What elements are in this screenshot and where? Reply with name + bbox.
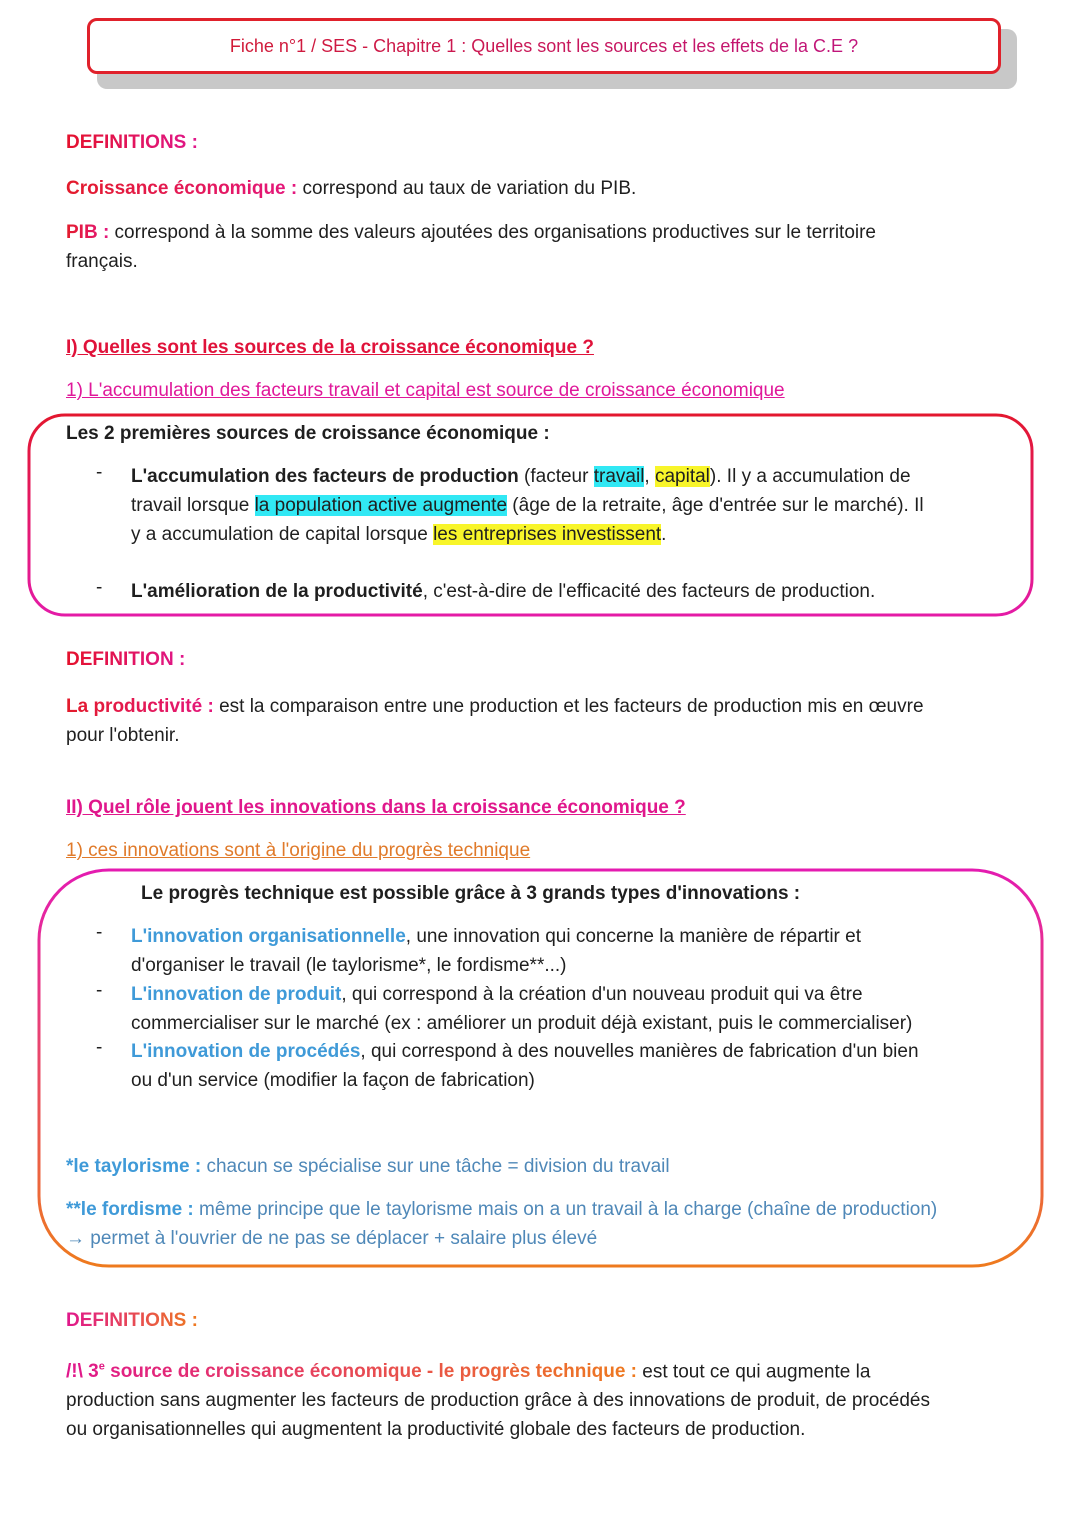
section2-subtitle: 1) ces innovations sont à l'origine du progrès technique (66, 840, 531, 861)
section2-box-header: Le progrès technique est possible grâce à 3 grands types d'innovations : (141, 883, 801, 904)
bullet-5: - (96, 1037, 103, 1058)
list-item-accumulation: L'accumulation des facteurs de production (facteur travail, capital). Il y a accumulation de travail lorsque la population active augmente (âge de la retraite, âge d'entrée sur le marché). Il y a accumulation de capital lorsque les entreprises investissent. (131, 466, 924, 545)
definition-croissance: Croissance économique : correspond au taux de variation du PIB. (66, 178, 637, 199)
note-fordisme: **le fordisme : même principe que le taylorisme mais on a un travail à la charge (chaîne de production) → permet à l'ouvrier de ne pas se déplacer + salaire plus élevé (66, 1199, 938, 1249)
bullet-2: - (96, 577, 103, 598)
highlight-population-active: la population active augmente (254, 495, 508, 516)
section1-title: I) Quelles sont les sources de la croissance économique ? (66, 337, 594, 358)
definition-progres-technique: /!\ 3e source de croissance économique - le progrès technique : est tout ce qui augmente la production sans augmenter les facteurs de production grâce à des innovations de produit, de procédés ou organisationnelles qui augmentent la productivité globale des facteurs de production. (66, 1361, 930, 1441)
bullet-4: - (96, 980, 103, 1001)
list-item-innovation-produit: L'innovation de produit, qui correspond à la création d'un nouveau produit qui va être commercialiser sur le marché (ex : améliorer un produit déjà existant, puis le commercialiser) (131, 984, 913, 1034)
section1-box-header: Les 2 premières sources de croissance économique : (66, 423, 550, 444)
highlight-travail: travail (593, 466, 645, 487)
section2-title: II) Quel rôle jouent les innovations dans la croissance économique ? (66, 797, 686, 818)
list-item-innovation-organisationnelle: L'innovation organisationnelle, une innovation qui concerne la manière de répartir et d'organiser le travail (le taylorisme*, le fordisme**...) (131, 926, 861, 976)
definitions-header-3: DEFINITIONS : (66, 1310, 198, 1331)
list-item-productivite: L'amélioration de la productivité, c'est-à-dire de l'efficacité des facteurs de production. (131, 581, 876, 602)
note-taylorisme: *le taylorisme : chacun se spécialise sur une tâche = division du travail (66, 1156, 670, 1177)
bullet-1: - (96, 462, 103, 483)
highlight-entreprises: les entreprises investissent (433, 524, 662, 545)
bullet-3: - (96, 922, 103, 943)
definitions-header: DEFINITIONS : (66, 132, 198, 153)
term-progres-technique: /!\ 3e source de croissance économique - le progrès technique : (66, 1361, 638, 1383)
definition-pib: PIB : correspond à la somme des valeurs ajoutées des organisations productives sur le territoire français. (66, 222, 876, 272)
title-box (87, 18, 1001, 74)
page-title: Fiche n°1 / SES - Chapitre 1 : Quelles sont les sources et les effets de la C.E ? (229, 35, 859, 56)
definition-productivite: La productivité : est la comparaison entre une production et les facteurs de production mis en œuvre pour l'obtenir. (66, 696, 924, 746)
definition-header: DEFINITION : (66, 649, 186, 670)
term-croissance: Croissance économique : (66, 178, 298, 199)
term-pib: PIB : (66, 222, 110, 243)
list-item-innovation-procedes: L'innovation de procédés, qui correspond à des nouvelles manières de fabrication d'un bien ou d'un service (modifier la façon de fabrication) (131, 1041, 919, 1091)
section1-subtitle: 1) L'accumulation des facteurs travail et capital est source de croissance économique (66, 380, 785, 401)
term-productivite: La productivité : (66, 696, 214, 717)
highlight-capital: capital (654, 466, 710, 487)
